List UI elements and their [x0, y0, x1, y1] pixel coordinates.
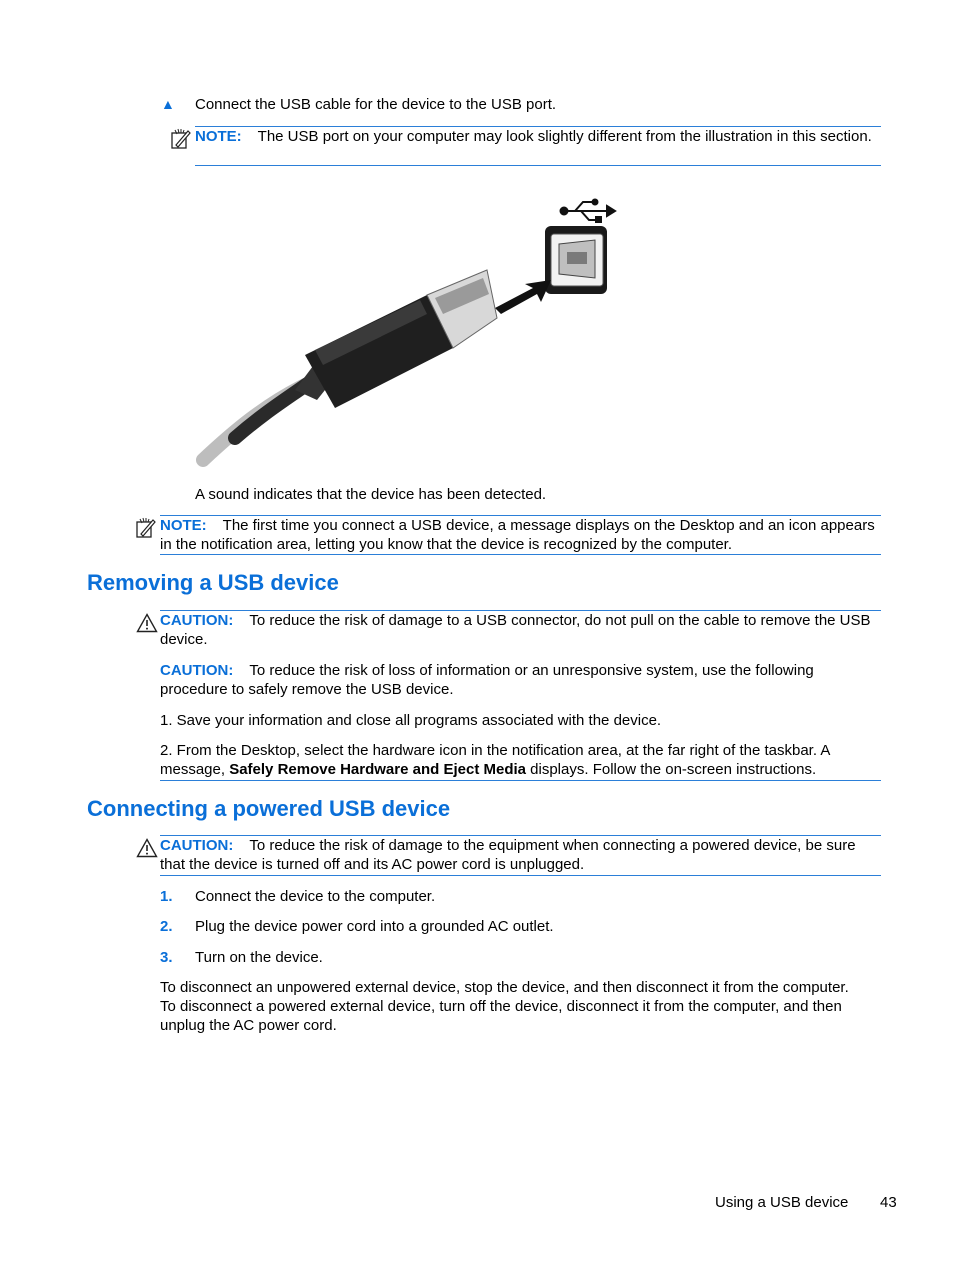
- caution1-label: CAUTION:: [160, 612, 234, 629]
- remove-step-1: 1. Save your information and close all programs associated with the device.: [160, 712, 662, 729]
- caution2-label: CAUTION:: [160, 662, 234, 679]
- caution2-text: To reduce the risk of loss of information or an unresponsive system, use the following procedure to safely remove the USB device.: [160, 662, 814, 698]
- note2-label: NOTE:: [160, 517, 207, 534]
- insert-arrow-icon: [495, 280, 551, 314]
- step-bullet: ▲: [161, 96, 175, 112]
- connect-step-2: Plug the device power cord into a grounded AC outlet.: [195, 918, 554, 935]
- note1-label: NOTE:: [195, 128, 242, 145]
- remove-step-2: [160, 741, 881, 779]
- remove-step-2-bold: Safely Remove Hardware and Eject Media: [229, 761, 526, 778]
- note-icon: [135, 517, 157, 539]
- step-number: 3.: [160, 949, 173, 966]
- caution1: [160, 611, 881, 649]
- caution3-label: CAUTION:: [160, 837, 234, 854]
- caution-block-bottom-rule: [160, 780, 881, 781]
- caution-icon: [136, 838, 158, 858]
- caution3-text: To reduce the risk of damage to the equipment when connecting a powered device, be sure that the device is turned off and its AC power cord is unplugged.: [160, 837, 856, 873]
- note1: [195, 127, 881, 146]
- step-number: 2.: [160, 918, 173, 935]
- connect-step-1: Connect the device to the computer.: [195, 888, 436, 905]
- step-text: Connect the USB cable for the device to the USB port.: [195, 96, 557, 113]
- after-illustration-text: A sound indicates that the device has been detected.: [195, 486, 547, 503]
- caution3-bottom-rule: [160, 875, 881, 876]
- step-number: 1.: [160, 888, 173, 905]
- remove-step-2-post: displays. Follow the on-screen instructions.: [526, 761, 817, 778]
- footer-title: Using a USB device: [715, 1194, 849, 1211]
- note2-bottom-rule: [160, 554, 881, 555]
- remove-step-2-pre: 2. From the Desktop, select the hardware icon in the notification area, at the far right of the taskbar. A message,: [160, 742, 830, 778]
- caution2: [160, 661, 881, 699]
- caution1-text: To reduce the risk of damage to a USB connector, do not pull on the cable to remove the USB device.: [160, 612, 871, 648]
- section-title-connecting: Connecting a powered USB device: [87, 796, 451, 821]
- usb-illustration: [195, 190, 625, 470]
- page-number: 43: [880, 1194, 897, 1211]
- note-icon: [170, 128, 192, 150]
- section-title-removing: Removing a USB device: [87, 570, 339, 595]
- closing-paragraph: To disconnect an unpowered external device, stop the device, and then disconnect it from the computer. To disconnect a powered external device, turn off the device, disconnect it from the computer, and then unplug the AC power cord.: [160, 979, 849, 1034]
- note2: [160, 516, 881, 554]
- note1-bottom-rule: [195, 165, 881, 166]
- note1-text: The USB port on your computer may look slightly different from the illustration in this section.: [257, 128, 872, 145]
- connect-step-3: Turn on the device.: [195, 949, 323, 966]
- usb-port-icon: [545, 226, 607, 294]
- note2-text: The first time you connect a USB device, a message displays on the Desktop and an icon appears in the notification area, letting you know that the device is recognized by the computer.: [160, 517, 875, 553]
- caution-icon: [136, 613, 158, 633]
- caution3: [160, 836, 881, 874]
- usb-symbol-icon: [561, 200, 616, 223]
